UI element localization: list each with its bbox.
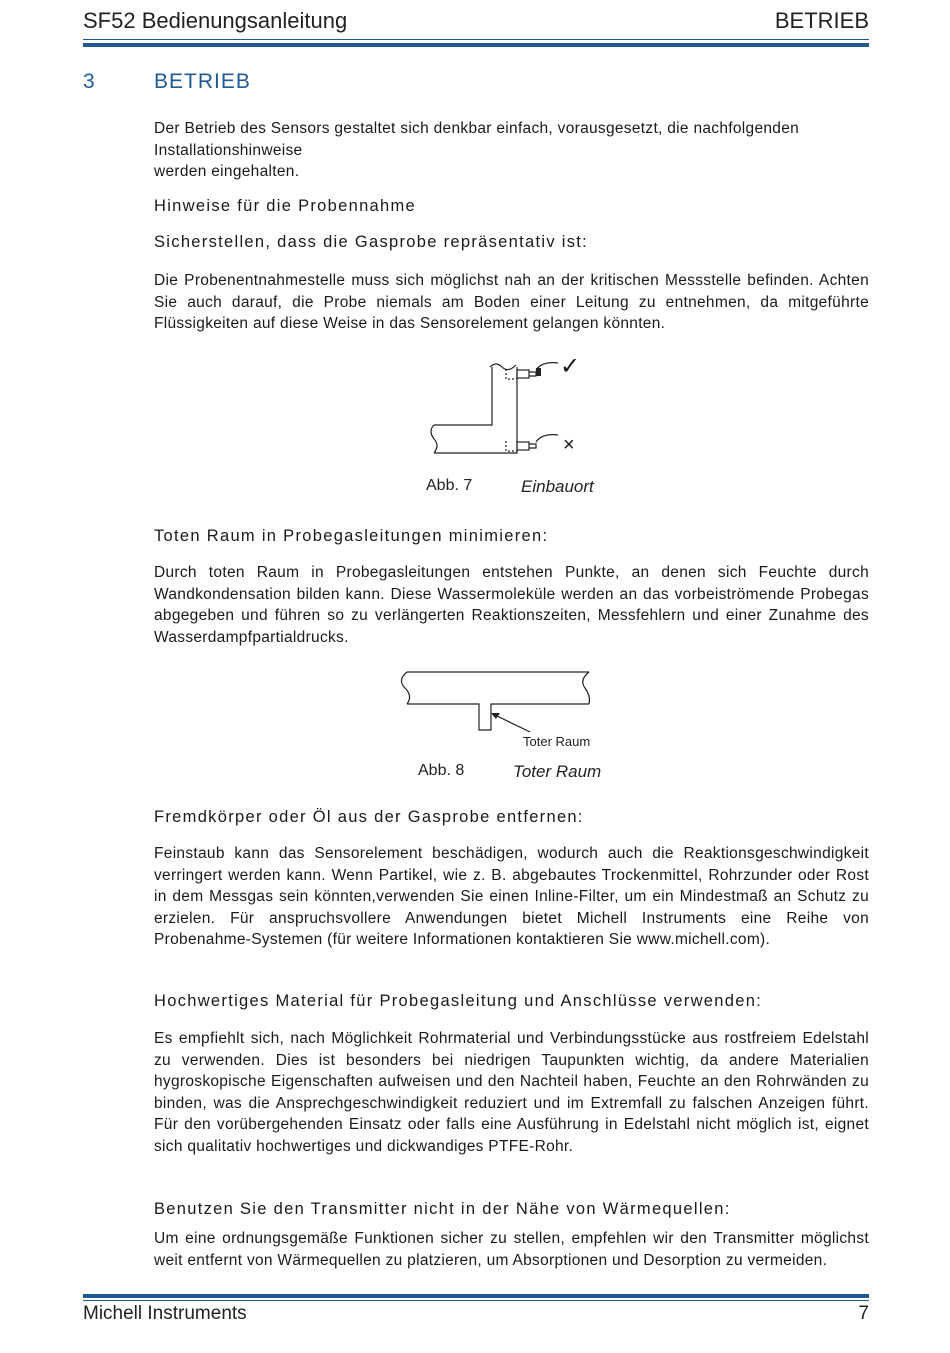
intro-line: Der Betrieb des Sensors gestaltet sich denkbar einfach, vorausgesetzt, die nachfolgenden [154,120,800,137]
pipe-right-end [583,672,590,704]
footer-rule-thick [83,1294,869,1298]
page-number: 7 [858,1303,869,1324]
sensor-top-connector [529,372,536,376]
sensor-bottom-probe [506,441,517,451]
figure7-label: Abb. 7 [426,477,473,494]
heading-repraesentativ: Sicherstellen, dass die Gasprobe repräsentativ ist: [154,233,589,251]
pipe-outer-wall [434,367,492,425]
paragraph-repraesentativ: Die Probenentnahmestelle muss sich möglichst nah an der kritischen Messstelle befinden. Achten Sie auch darauf, die Probe niemals am Boden einer Leitung zu entnehmen, da mitgeführte Flüssigkeiten auf diese Weise in das Sensorelement gelangen könnten. [154,272,869,332]
heading-material: Hochwertiges Material für Probegasleitung und Anschlüsse verwenden: [154,992,763,1010]
sensor-top-probe [506,369,517,379]
header-chapter: BETRIEB [774,8,869,33]
figure8-label: Abb. 8 [418,762,465,779]
sensor-bottom-connector [529,444,536,448]
figure8-annotation: Toter Raum [523,734,591,749]
annotation-arrow-line [493,714,530,732]
sensor-top-plug [536,368,541,376]
heading-totraum: Toten Raum in Probegasleitungen minimieren: [154,527,549,545]
paragraph-totraum: Durch toten Raum in Probegasleitungen entstehen Punkte, an denen sich Feuchte durch Wandkondensation bilden kann. Diese Wassermoleküle werden an das vorbeiströmende Probegas abgegeben und führen so zu verlängerten Reaktionszeiten, Messfehlern und einer Zunahme des Wasserdampfpartialdrucks. [154,564,869,646]
footer-company: Michell Instruments [83,1303,247,1324]
header-rule-thick [83,43,869,47]
checkmark-icon: ✓ [560,353,581,380]
intro-paragraph [154,118,869,183]
figure8-caption: Toter Raum [513,762,602,781]
paragraph-fremdkoerper: Feinstaub kann das Sensorelement beschädigen, wodurch auch die Reaktionsgeschwindigkeit verringert werden kann. Wenn Partikel, wie z. B. abgebautes Trockenmittel, Rohrzunder oder Rost in dem Messgas sein könnten,verwenden Sie einen Inline-Filter, um ein Mindestmaß an Schutz zu erzielen. Für anspruchsvollere Anwendungen bietet Michell Instruments eine Reihe von Probenahme-Systemen (für weitere Informationen kontaktieren Sie www.michell.com). [154,845,869,948]
intro-line: werden eingehalten. [154,163,300,180]
annotation-arrow-head [491,713,500,719]
cross-icon: × [563,434,575,456]
header-rule-thin [83,39,869,40]
heading-waermequellen: Benutzen Sie den Transmitter nicht in der Nähe von Wärmequellen: [154,1200,731,1218]
figure-dead-space [395,668,605,738]
paragraph-material: Es empfiehlt sich, nach Möglichkeit Rohrmaterial und Verbindungsstücke aus rostfreiem Edelstahl zu verwenden. Dies ist besonders bei niedrigen Taupunkten wichtig, da andere Materialien hygroskopische Eigenschaften aufweisen und den Nachteil haben, Feuchte an den Rohrwänden zu binden, was die Ansprechgeschwindigkeit reduziert und im Extremfall zu falschen Anzeigen führt. Für den vorübergehenden Einsatz oder falls eine Ausführung in Edelstahl nicht möglich ist, eignet sich qualitativ hochwertiges und dickwandiges PTFE-Rohr. [154,1030,869,1155]
footer-rule-thin [83,1300,869,1301]
section-title: BETRIEB [154,70,251,93]
heading-fremdkoerper: Fremdkörper oder Öl aus der Gasprobe entfernen: [154,808,584,826]
figure7-caption: Einbauort [521,477,594,496]
heading-probennahme: Hinweise für die Probennahme [154,197,417,215]
sensor-top-body [517,370,529,378]
pipe-left-end [401,672,409,704]
pipe-break-left [431,425,437,453]
pipe-break-top [490,364,516,370]
sensor-bottom-body [517,442,529,450]
pipe-inner-wall [434,367,517,453]
paragraph-waermequellen: Um eine ordnungsgemäße Funktionen sicher zu stellen, empfehlen wir den Transmitter möglichst weit entfernt von Wärmequellen zu platzieren, um Absorptionen und Desorption zu vermeiden. [154,1230,869,1269]
header-title: SF52 Bedienungsanleitung [83,8,348,33]
intro-line: Installationshinweise [154,141,303,159]
section-number: 3 [83,70,95,93]
sensor-bottom-cable [536,435,558,442]
